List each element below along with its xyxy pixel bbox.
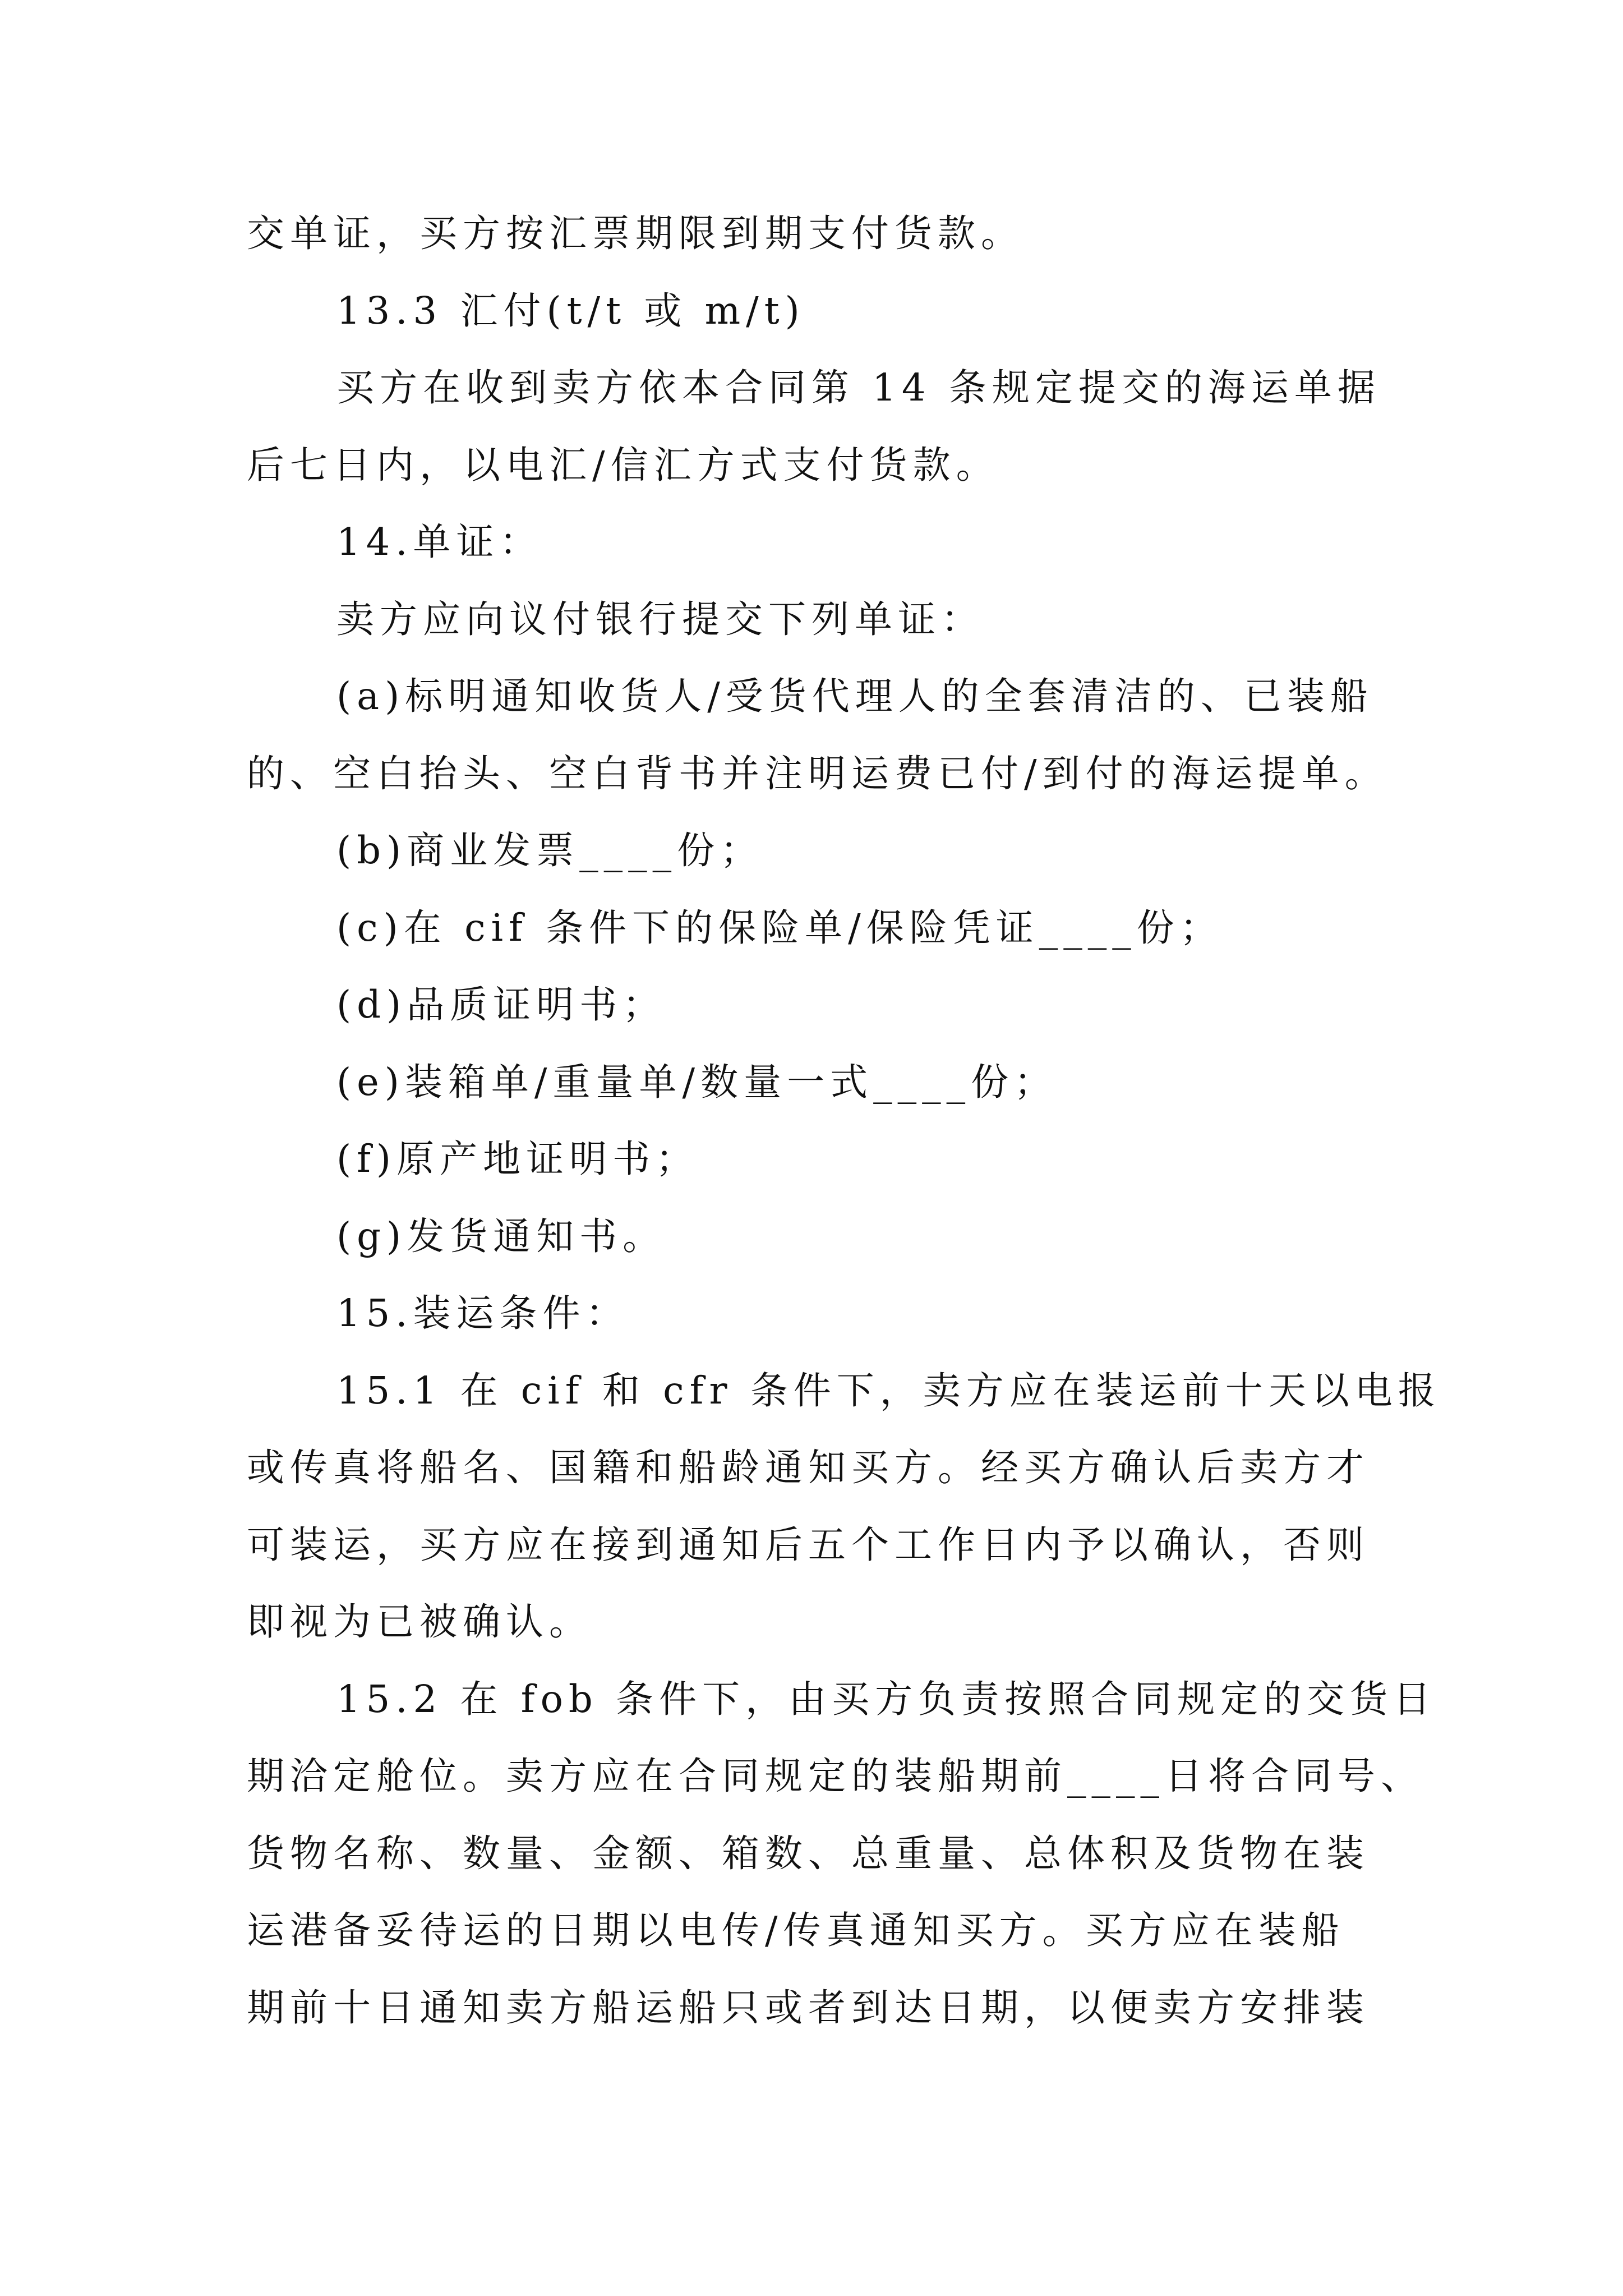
text-line: 14.单证： xyxy=(336,520,543,564)
text-line: (d)品质证明书； xyxy=(336,983,666,1027)
text-line: 可装运，买方应在接到通知后五个工作日内予以确认，否则 xyxy=(247,1522,1370,1567)
text-line: (a)标明通知收货人/受货代理人的全套清洁的、已装船 xyxy=(336,674,1373,718)
text-line: 后七日内，以电汇/信汇方式支付货款。 xyxy=(247,443,999,487)
text-line: 15.2 在 fob 条件下，由买方负责按照合同规定的交货日 xyxy=(336,1677,1437,1721)
text-line: (b)商业发票____份； xyxy=(336,829,764,872)
text-line: (c)在 cif 条件下的保险单/保险凭证____份； xyxy=(336,905,1223,950)
text-line: 运港备妥待运的日期以电传/传真通知买方。买方应在装船 xyxy=(247,1908,1345,1952)
text-line: 交单证，买方按汇票期限到期支付货款。 xyxy=(247,211,1024,255)
text-line: 即视为已被确认。 xyxy=(247,1600,592,1644)
text-line: (g)发货通知书。 xyxy=(336,1214,666,1258)
text-line: 期洽定舱位。卖方应在合同规定的装船期前____日将合同号、 xyxy=(247,1754,1424,1798)
text-line: 15.1 在 cif 和 cfr 条件下，卖方应在装运前十天以电报 xyxy=(336,1368,1441,1412)
text-line: 买方在收到卖方依本合同第 14 条规定提交的海运单据 xyxy=(336,366,1381,409)
text-line: 货物名称、数量、金额、箱数、总重量、总体积及货物在装 xyxy=(247,1831,1370,1875)
text-line: 或传真将船名、国籍和船龄通知买方。经买方确认后卖方才 xyxy=(247,1446,1370,1489)
text-line: 期前十日通知卖方船运船只或者到达日期，以便卖方安排装 xyxy=(247,1985,1370,2030)
text-line: 的、空白抬头、空白背书并注明运费已付/到付的海运提单。 xyxy=(247,751,1388,795)
text-line: (e)装箱单/重量单/数量一式____份； xyxy=(336,1060,1058,1104)
text-line: (f)原产地证明书； xyxy=(336,1137,699,1181)
text-line: 13.3 汇付(t/t 或 m/t) xyxy=(336,288,805,333)
document-body xyxy=(247,195,1441,2046)
text-line: 15.装运条件： xyxy=(336,1291,629,1335)
text-line: 卖方应向议付银行提交下列单证： xyxy=(336,597,984,641)
